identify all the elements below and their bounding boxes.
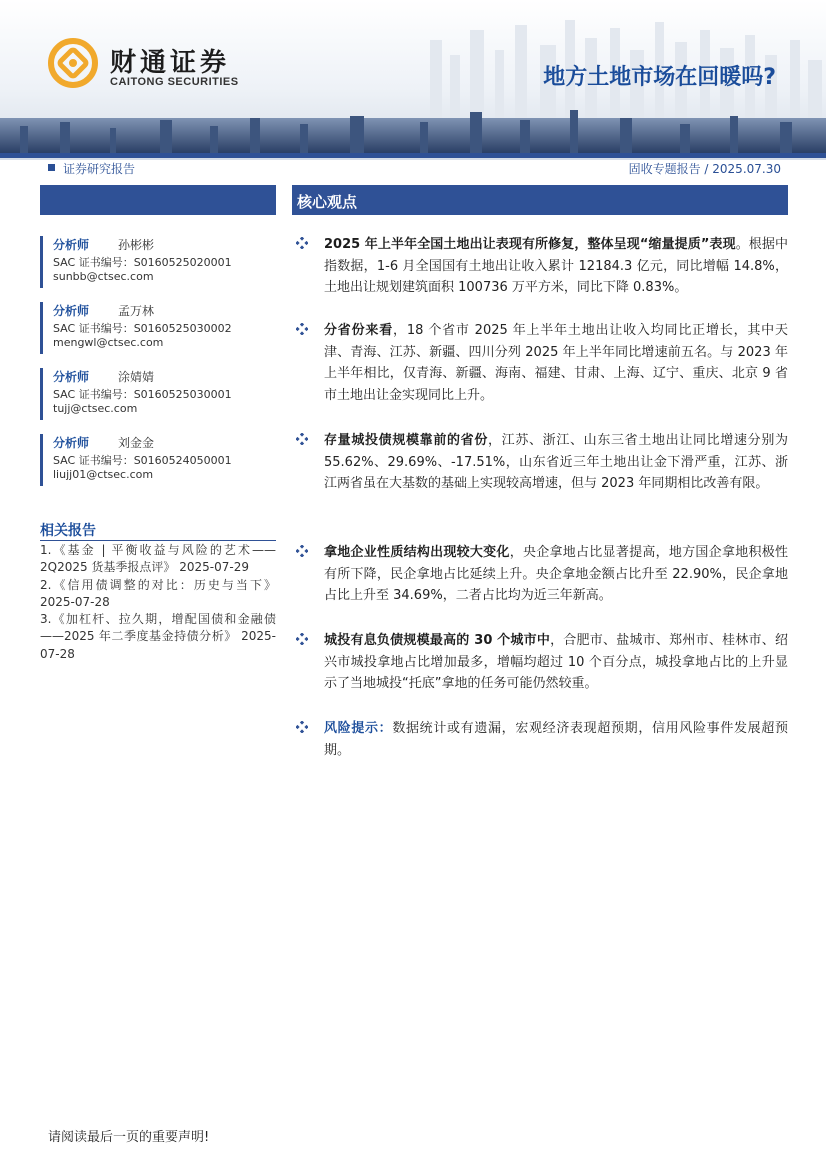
analyst-name: 刘金金 — [118, 436, 155, 450]
caitong-logo-icon — [48, 38, 98, 88]
report-category-label: 证券研究报告 — [63, 162, 136, 176]
analyst-email[interactable]: liujj01@ctsec.com — [53, 468, 154, 481]
analyst-role: 分析师 — [53, 370, 90, 384]
analyst-cert: SAC 证书编号：S0160525020001 — [53, 256, 232, 269]
core-view-header — [292, 185, 788, 215]
analyst-role: 分析师 — [53, 304, 90, 318]
core-point-lead: 存量城投债规模靠前的省份 — [324, 433, 488, 448]
disclaimer-note: 请阅读最后一页的重要声明! — [48, 1130, 210, 1145]
diamond-bullet-icon — [296, 545, 308, 557]
diamond-bullet-icon — [296, 323, 308, 335]
core-point-lead: 拿地企业性质结构出现较大变化 — [324, 545, 510, 560]
core-point — [296, 430, 788, 495]
core-point-lead: 2025 年上半年全国土地出让表现有所修复，整体呈现“缩量提质”表现 — [324, 237, 736, 252]
core-point-text: ，江苏、浙江、山东三省土地出让同比增速分别为 55.62%、29.69%、-17.51%，山东省近三年土地出让金下滑严重，江苏、浙江两省虽在大基数的基础上实现较高增速，但与 2023 年同期相比改善有限。 — [324, 433, 788, 491]
brand-name-cn: 财通证券 — [110, 48, 231, 78]
core-point-text: ，合肥市、盐城市、郑州市、桂林市、绍兴市城投拿地占比增加最多，增幅均超过 10 个百分点，城投拿地占比的上升显示了当地城投“托底”拿地的任务可能仍然较重。 — [324, 633, 788, 691]
sidebar-header-bar — [40, 185, 276, 215]
related-reports-list — [40, 542, 276, 663]
analyst-cert: SAC 证书编号：S0160525030001 — [53, 388, 232, 401]
related-report-item[interactable]: 1.《基金 | 平衡收益与风险的艺术——2Q2025 货基季报点评》 2025-07-29 — [40, 543, 276, 575]
core-point — [296, 630, 788, 695]
brand-name-en: CAITONG SECURITIES — [110, 76, 239, 88]
meta-row — [0, 160, 826, 182]
diamond-bullet-icon — [296, 237, 308, 249]
core-point-text: ，央企拿地占比显著提高，地方国企拿地积极性有所下降，民企拿地占比延续上升。央企拿地金额占比升至 22.90%，民企拿地占比上升至 34.69%，二者占比均为近三年新高。 — [324, 545, 788, 603]
analyst-card — [40, 434, 279, 486]
related-report-item[interactable]: 2.《信用债调整的对比：历史与当下》 2025-07-28 — [40, 577, 276, 609]
diamond-bullet-icon — [296, 433, 308, 445]
brand-logo — [48, 38, 288, 94]
analyst-email[interactable]: sunbb@ctsec.com — [53, 270, 154, 283]
analyst-cert: SAC 证书编号：S0160525030002 — [53, 322, 232, 335]
core-point — [296, 320, 788, 406]
analyst-role: 分析师 — [53, 436, 90, 450]
analyst-name: 孙彬彬 — [118, 238, 155, 252]
analyst-card — [40, 302, 279, 354]
report-title: 地方土地市场在回暖吗? — [543, 65, 776, 90]
core-point-text: 。根据中指数据，1-6 月全国国有土地出让收入累计 12184.3 亿元，同比增幅 14.8%，土地出让规划建筑面积 100736 万平方米，同比下降 0.83%。 — [324, 237, 788, 295]
core-point-lead: 分省份来看 — [324, 323, 394, 338]
risk-warning-text: 数据统计或有遗漏，宏观经济表现超预期，信用风险事件发展超预期。 — [324, 721, 788, 758]
core-point-text: ，18 个省市 2025 年上半年土地出让收入均同比正增长，其中天津、青海、江苏、新疆、四川分列 2025 年上半年同比增速前五名。与 2023 年上半年相比，仅青海、新疆、海南、福建、甘肃、上海、辽宁、重庆、北京 9 省市土地出让金实现同比上升。 — [324, 323, 788, 403]
analyst-cert: SAC 证书编号：S0160524050001 — [53, 454, 232, 467]
diamond-bullet-icon — [296, 721, 308, 733]
report-type-date: 固收专题报告 / 2025.07.30 — [628, 162, 781, 176]
report-category — [48, 160, 135, 177]
analyst-card — [40, 368, 279, 420]
analyst-email[interactable]: tujj@ctsec.com — [53, 402, 138, 415]
analyst-card — [40, 236, 279, 288]
diamond-bullet-icon — [296, 633, 308, 645]
core-point — [296, 542, 788, 607]
analyst-name: 孟万林 — [118, 304, 155, 318]
core-view-heading: 核心观点 — [297, 193, 358, 211]
report-header — [0, 0, 826, 160]
analyst-email[interactable]: mengwl@ctsec.com — [53, 336, 164, 349]
related-report-item[interactable]: 3.《加杠杆、拉久期，增配国债和金融债——2025 年二季度基金持债分析》 2025-07-28 — [40, 612, 276, 661]
analyst-role: 分析师 — [53, 238, 90, 252]
core-point-lead: 城投有息负债规模最高的 30 个城市中 — [324, 633, 551, 648]
analyst-name: 涂婧婧 — [118, 370, 155, 384]
risk-warning-lead: 风险提示： — [324, 721, 393, 736]
related-reports-heading: 相关报告 — [40, 520, 276, 541]
risk-warning — [296, 718, 788, 761]
square-bullet-icon — [48, 164, 55, 171]
core-point — [296, 234, 788, 299]
